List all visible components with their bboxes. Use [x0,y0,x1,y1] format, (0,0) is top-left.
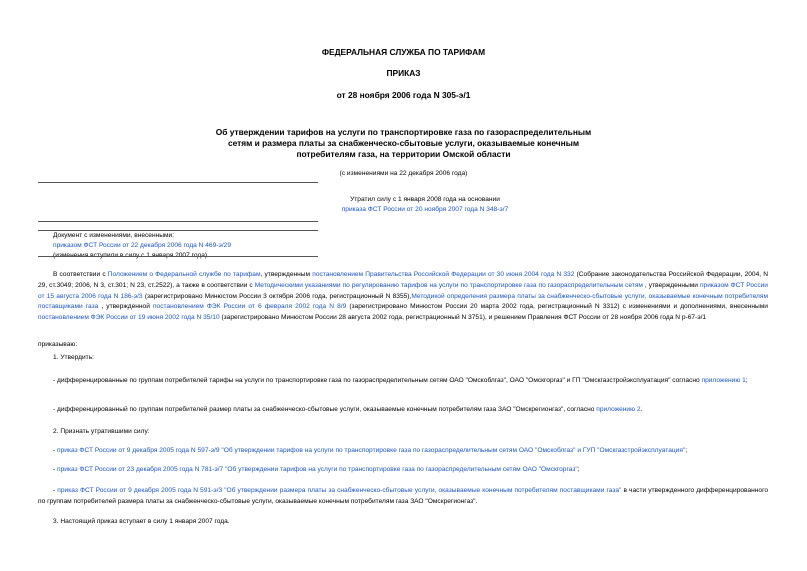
item-text: - дифференцированные по группам потребителей тарифы на услуги по транспортировке газа по газораспределительным сетям ОАО "Омскоблгаз", ОАО "Омскгоргаз" и ГП "Омскгазстройэксплуатация" согласно [53,377,702,384]
item-3: 3. Настоящий приказ вступает в силу 1 января 2007 года. [53,518,230,525]
divider [38,221,318,222]
appendix-2-link[interactable]: приложению 2 [596,406,641,413]
item-text: - [53,447,58,454]
lost-force-link[interactable]: приказа ФСТ России от 20 ноября 2007 года N 348-э/7 [341,206,509,213]
doc-changes-link[interactable]: приказом ФСТ России от 22 декабря 2006 года N 469-э/29 [53,242,231,249]
intro-text: (зарегистрировано Минюстом России 20 марта 2002 года, регистрационный N 3312) с изменениями и дополнениями, внесенными [346,303,768,311]
item-text: - дифференцированный по группам потребителей размер платы за снабженческо-сбытовые услуги, оказываемые конечным потребителям газа ЗАО "Омскрегионгаз", согласно [53,406,597,413]
doc-changes-tail: (изменения вступили в силу с 1 января 2007 года). [53,252,209,259]
intro-link[interactable]: постановлением Правительства Российской Федерации от 30 июня 2004 года N 332 [312,271,575,278]
title-line: Об утверждении тарифов на услуги по транспортировке газа по газораспределительным [215,127,592,137]
item-text: ; [685,447,688,454]
intro-text: (зарегистрировано Минюстом России 28 августа 2002 года, регистрационный N 3751), и решением Правления ФСТ России от 28 ноября 2006 года N р-67-э/1 [219,314,707,322]
agency-name: ФЕДЕРАЛЬНАЯ СЛУЖБА ПО ТАРИФАМ [321,47,486,57]
intro-link[interactable]: постановлением ФЭК России от 19 июня 2002 года N 35/10 [38,314,220,322]
order-link[interactable]: приказ ФСТ России от 9 декабря 2005 года N 591-э/3 [57,487,223,494]
doc-date-number: от 28 ноября 2006 года N 305-э/1 [336,90,471,100]
item-2: 2. Признать утратившими силу: [53,428,150,435]
item-2a [53,447,687,454]
intro-text: , утвержденным [260,271,313,278]
intro-link[interactable]: Методическими указаниями по регулированию тарифов на услуги по транспортировке газа по газораспределительным сетям [254,281,643,289]
intro-paragraph [38,270,768,324]
document-title [0,127,807,160]
doc-changes-line [53,241,231,261]
doc-type: ПРИКАЗ [386,68,421,78]
intro-text: , утвержденными [642,281,700,289]
prikazyvayu-text: приказываю: [38,341,78,348]
order-link[interactable]: приказ ФСТ России от 23 декабря 2005 года N 781-э/7 [57,466,224,473]
intro-text: (Собрание законодательства Российской Федерации, 2004, N 29, ст.3049; 2006, N 3, ст.301; N 23, ст.2522), а также в соответствии с [38,271,769,289]
item-2c [38,486,768,508]
intro-text: (зарегистрировано Минюстом России 3 октября 2006 года, регистрационный N 8355), [142,292,412,300]
item-1: 1. Утвердить: [53,354,94,361]
order-title-link[interactable]: "Об утверждении размера платы за снабженческо-сбытовые услуги, оказываемые конечным потребителям поставщиками газа" [224,487,622,494]
item-text: ; [577,466,580,473]
item-text: - [53,466,58,473]
lost-force-text: Утратил силу с 1 января 2008 года на основании [350,196,500,203]
doc-changes-label: Документ с изменениями, внесенными: [53,232,175,239]
item-text: - [53,487,58,494]
title-line: сетям и размера платы за снабженческо-сбытовые услуги, оказываемые конечным [227,138,580,148]
item-1b [53,406,642,413]
intro-link[interactable]: постановлением ФЭК России от 6 февраля 2002 года N 8/9 [152,303,347,311]
divider [38,256,318,257]
item-1a [38,376,768,387]
intro-text: В соответствии с [53,271,108,278]
title-line: потребителям газа, на территории Омской области [296,149,511,159]
intro-link[interactable]: Положением о Федеральной службе по тарифам [107,271,261,278]
item-2b [53,466,580,473]
intro-link[interactable]: Методикой определения размера платы за снабженческо-сбытовые услуги, оказываемые конечным потребителям поставщиками газа [38,292,768,311]
item-text: . [640,406,643,413]
order-title-link[interactable]: "Об утверждении тарифов на услуги по транспортировке газа по газораспределительным сетям ОАО "Омскгоргаз" [225,466,578,473]
lost-force-note [290,195,560,215]
intro-link[interactable]: приказом ФСТ России от 15 августа 2006 года N 186-э/3 [38,281,768,300]
changes-note: (с изменениями на 22 декабря 2006 года) [339,170,468,177]
item-text: ; [745,377,748,384]
divider [38,182,318,183]
item-text: в части утвержденного дифференцированного по группам потребителей размера платы за снабженческо-сбытовые услуги, оказываемые конечным потребителям газа ЗАО "Омскрегионгаз". [38,487,769,505]
order-title-link[interactable]: "Об утверждении тарифов на услуги по транспортировке газа по газораспределительным сетям ОАО "Омскоблгаз" и ГУП "Омскгазстройэксплуатация" [221,447,686,454]
order-link[interactable]: приказ ФСТ России от 9 декабря 2005 года N 597-э/9 [57,447,220,454]
appendix-1-link[interactable]: приложению 1 [701,377,746,384]
intro-text: , утвержденной [98,303,153,311]
